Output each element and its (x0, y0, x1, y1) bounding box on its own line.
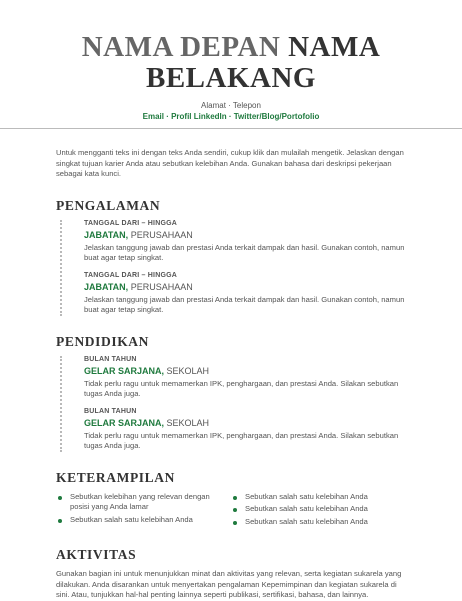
school-name: SEKOLAH (166, 365, 210, 376)
entry-description: Tidak perlu ragu untuk memamerkan IPK, penghargaan, dan prestasi Anda. Silakan sebutkan tugas Anda juga. (84, 378, 399, 398)
education-title: PENDIDIKAN (56, 333, 150, 349)
skills-title: KETERAMPILAN (56, 469, 175, 485)
skill-item: Sebutkan salah satu kelebihan Anda (231, 492, 406, 503)
experience-title: PENGALAMAN (56, 197, 161, 213)
entry-description: Tidak perlu ragu untuk memamerkan IPK, penghargaan, dan prestasi Anda. Silakan sebutkan tugas Anda juga. (84, 430, 399, 450)
education-entry (84, 408, 406, 452)
degree-title: GELAR SARJANA, (84, 417, 165, 428)
skill-item: Sebutkan salah satu kelebihan Anda (231, 504, 406, 515)
bullet-dot-icon (233, 496, 237, 500)
entry-description: Jelaskan tanggung jawab dan prestasi Anda terkait dampak dan hasil. Gunakan contoh, namun buat agar tetap singkat. (84, 294, 405, 314)
education-timeline (60, 356, 406, 452)
education-section (56, 334, 406, 452)
experience-entry (84, 220, 406, 264)
bullet-dot-icon (58, 519, 62, 523)
entry-role (84, 282, 406, 292)
activities-title: AKTIVITAS (56, 547, 137, 562)
skills-columns (56, 492, 406, 530)
degree-title: GELAR SARJANA, (84, 365, 165, 376)
first-name: NAMA DEPAN (81, 31, 281, 63)
entry-dates: BULAN TAHUN (84, 355, 137, 363)
skill-item: Sebutkan salah satu kelebihan Anda (231, 517, 406, 528)
links-line: Email · Profil LinkedIn · Twitter/Blog/Portofolio (142, 112, 320, 121)
skill-item: Sebutkan kelebihan yang relevan dengan posisi yang Anda lamar (56, 492, 231, 513)
school-name: SEKOLAH (166, 417, 210, 428)
experience-timeline (60, 220, 406, 316)
entry-dates: BULAN TAHUN (84, 407, 137, 415)
last-name-part-2: BELAKANG (146, 62, 316, 94)
bullet-dot-icon (58, 496, 62, 500)
company-name: PERUSAHAAN (130, 229, 193, 240)
skills-section (56, 470, 406, 530)
resume-name (0, 0, 462, 94)
activities-section (56, 547, 406, 601)
entry-role (84, 230, 406, 240)
bullet-dot-icon (233, 508, 237, 512)
summary-text: Untuk mengganti teks ini dengan teks Anda sendiri, cukup klik dan mulailah mengetik. Jelaskan dengan singkat tujuan karier Anda atau sebutkan kelebihan Anda. Gunakan bahasa dari deskripsi pekerjaan sebagai kata kunci. (56, 148, 404, 178)
skills-right-column (231, 492, 406, 530)
entry-description: Jelaskan tanggung jawab dan prestasi Anda terkait dampak dan hasil. Gunakan contoh, namun buat agar tetap singkat. (84, 242, 405, 262)
experience-entry (84, 272, 406, 316)
experience-section (56, 198, 406, 316)
last-name-part-1: NAMA (288, 31, 381, 63)
bullet-dot-icon (233, 521, 237, 525)
job-title: JABATAN, (84, 229, 129, 240)
entry-degree (84, 366, 406, 376)
company-name: PERUSAHAAN (130, 281, 193, 292)
education-entry (84, 356, 406, 400)
activities-text: Gunakan bagian ini untuk menunjukkan minat dan aktivitas yang relevan, serta kegiatan sukarela yang dilakukan. Anda disarankan untuk menyertakan pengalaman Kepemimpinan dan kegiatan sukarela di sini. Atau, tunjukkan hal-hal penting lainnya seperti publikasi, sertifikasi, bahasa, dan lainnya. (56, 569, 402, 599)
skills-left-column (56, 492, 231, 530)
contact-line: Alamat · Telepon (201, 101, 261, 110)
entry-degree (84, 418, 406, 428)
entry-dates: TANGGAL DARI – HINGGA (84, 219, 177, 227)
job-title: JABATAN, (84, 281, 129, 292)
skill-item: Sebutkan salah satu kelebihan Anda (56, 515, 231, 526)
header-divider (0, 128, 462, 129)
entry-dates: TANGGAL DARI – HINGGA (84, 271, 177, 279)
